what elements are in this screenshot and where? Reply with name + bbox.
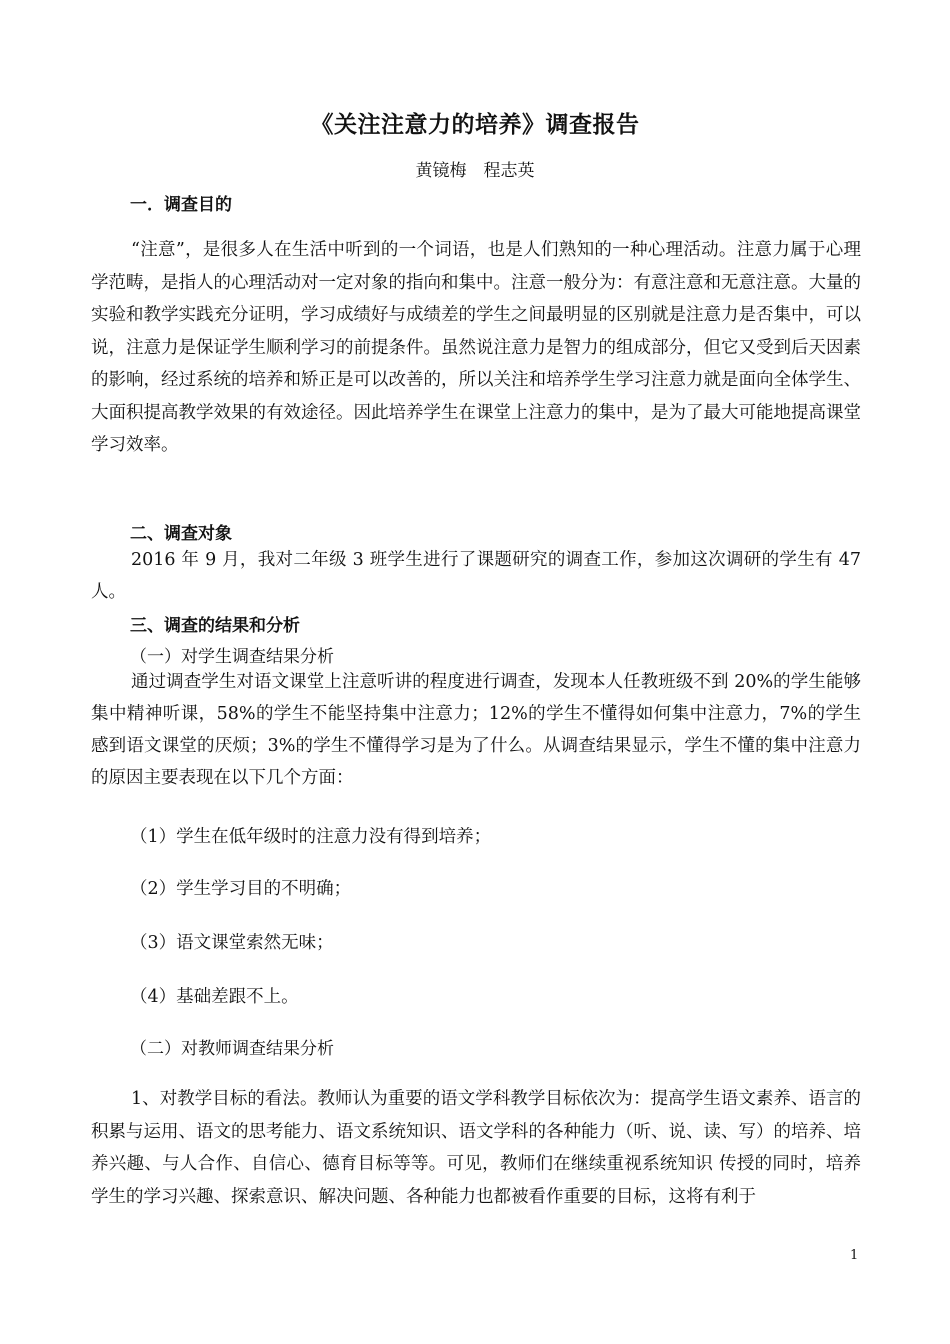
students-analysis-paragraph: 通过调查学生对语文课堂上注意听讲的程度进行调查，发现本人任教班级不到 20%的学生能够集中精神听课，58%的学生不能坚持集中注意力；12%的学生不懂得如何集中注意力，7%的学生感到语文课堂的厌烦；3%的学生不懂得学习是为了什么。从调查结果显示，学生不懂的集中注意力的原因主要表现在以下几个方面： — [91, 672, 861, 788]
list-item: （1）学生在低年级时的注意力没有得到培养； — [130, 827, 492, 847]
section-heading-subjects: 二、调查对象 — [130, 524, 232, 544]
list-item: （4）基础差跟不上。 — [130, 987, 299, 1007]
subsection-heading-students: （一）对学生调查结果分析 — [130, 647, 334, 667]
authors: 黄镜梅 程志英 — [415, 161, 535, 181]
purpose-paragraph: “注意”，是很多人在生活中听到的一个词语，也是人们熟知的一种心理活动。注意力属于心理学范畴，是指人的心理活动对一定对象的指向和集中。注意一般分为：有意注意和无意注意。大量的实验和教学实践充分证明，学习成绩好与成绩差的学生之间最明显的区别就是注意力是否集中，可以说，注意力是保证学生顺利学习的前提条件。虽然说注意力是智力的组成部分，但它又受到后天因素的影响，经过系统的培养和矫正是可以改善的，所以关注和培养学生学习注意力就是面向全体学生、大面积提高教学效果的有效途径。因此培养学生在课堂上注意力的集中，是为了最大可能地提高课堂学习效率。 — [91, 240, 861, 455]
teachers-analysis-paragraph: 1、对教学目标的看法。教师认为重要的语文学科教学目标依次为：提高学生语文素养、语言的积累与运用、语文的思考能力、语文系统知识、语文学科的各种能力（听、说、读、写）的培养、培养兴趣、与人合作、自信心、德育目标等等。可见，教师们在继续重视系统知识 传授的同时，培养学生的学习兴趣、探索意识、解决问题、各种能力也都被看作重要的目标，这将有利于 — [91, 1089, 861, 1207]
list-item: （2）学生学习目的不明确； — [130, 879, 352, 899]
subjects-paragraph: 2016 年 9 月，我对二年级 3 班学生进行了课题研究的调查工作，参加这次调研的学生有 47 人。 — [91, 550, 861, 602]
list-item: （3）语文课堂索然无味； — [130, 933, 334, 953]
document-title: 《关注注意力的培养》调查报告 — [310, 112, 640, 138]
section-heading-purpose: 一．调查目的 — [130, 195, 232, 215]
subsection-heading-teachers: （二）对教师调查结果分析 — [130, 1039, 334, 1059]
section-heading-results: 三、调查的结果和分析 — [130, 616, 300, 636]
page-number: 1 — [850, 1248, 859, 1263]
